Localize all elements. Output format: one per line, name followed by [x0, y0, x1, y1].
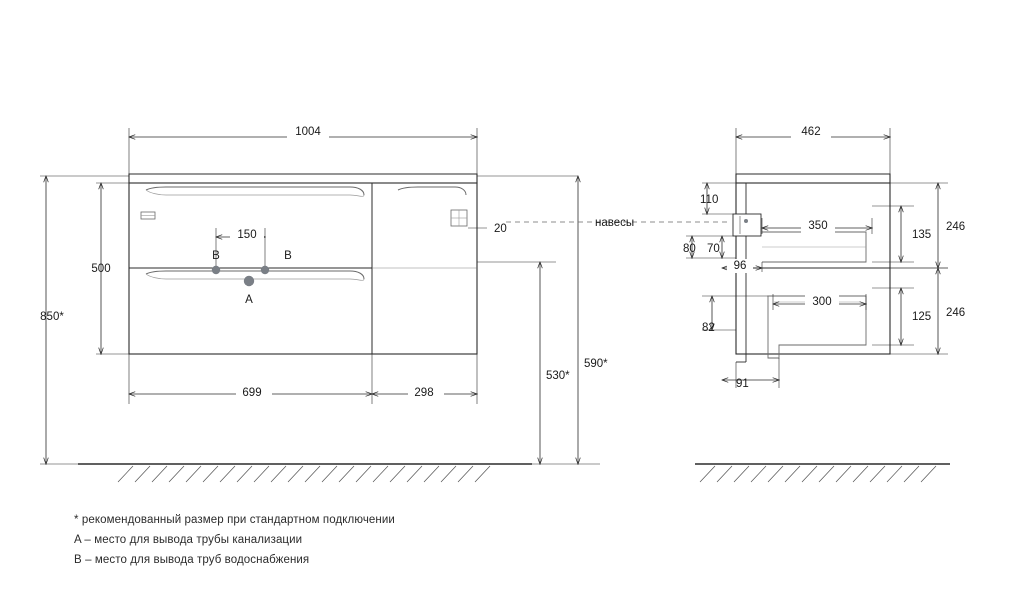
legend-note-2: A – место для вывода трубы канализации — [74, 534, 303, 546]
legend-notes — [74, 510, 594, 570]
dim-350: 350 — [808, 220, 828, 232]
floor-left — [78, 464, 532, 482]
marker-a-label: A — [245, 294, 253, 306]
floor-right — [695, 464, 950, 482]
dim-front-width: 1004 — [295, 126, 321, 138]
dim-590: 590* — [584, 358, 608, 370]
dim-20: 20 — [494, 223, 507, 235]
dim-246-top: 246 — [946, 221, 966, 233]
dim-246-bottom: 246 — [946, 307, 966, 319]
dim-135: 135 — [912, 229, 932, 241]
dim-82: 82 — [702, 322, 715, 334]
dim-298: 298 — [414, 387, 434, 399]
dim-cabinet-height: 500 — [91, 263, 111, 275]
dim-699: 699 — [242, 387, 262, 399]
legend-note-3: B – место для вывода труб водоснабжения — [74, 554, 310, 566]
dim-125: 125 — [912, 311, 932, 323]
marker-b-left-label: B — [212, 250, 220, 262]
dim-150: 150 — [237, 229, 257, 241]
label-navesy: навесы — [595, 217, 635, 229]
dim-70: 70 — [707, 243, 720, 255]
dim-side-depth: 462 — [801, 126, 821, 138]
front-view-cabinet — [129, 174, 477, 354]
dim-80: 80 — [683, 243, 696, 255]
dim-110: 110 — [700, 194, 719, 206]
dim-height-850: 850* — [40, 311, 64, 323]
dim-530: 530* — [546, 370, 570, 382]
dim-300: 300 — [812, 296, 832, 308]
dim-96: 96 — [733, 260, 747, 272]
legend-note-1: * рекомендованный размер при стандартном подключении — [74, 514, 395, 526]
marker-b-right-label: B — [284, 250, 292, 262]
dim-91: 91 — [736, 378, 749, 390]
